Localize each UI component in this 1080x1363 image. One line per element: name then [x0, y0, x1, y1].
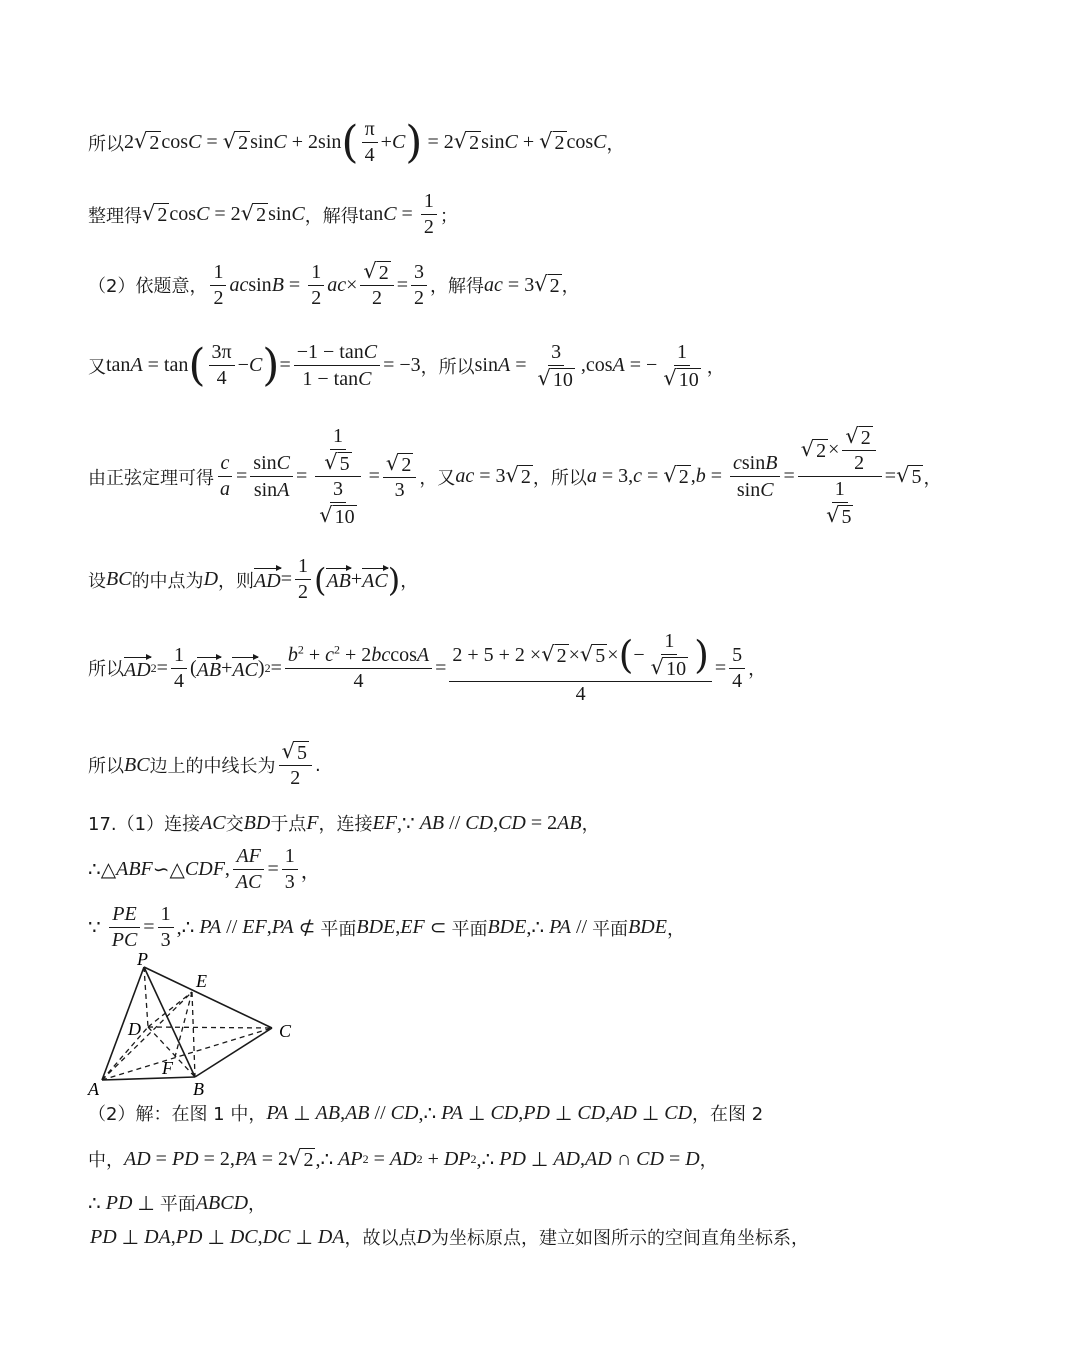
- text: ，: [400, 570, 419, 592]
- text: ，所以: [532, 467, 587, 489]
- equation-line-15: PD ⊥ DA , PD ⊥ DC , DC ⊥ DA ，故以点 D 为坐标原点，建立如图所示的空间直角坐标系，: [90, 1225, 809, 1249]
- equation-line-4: 又 tan A = tan ( $\frac{3\pi}{4}$ − C ) = $\frac{-1 - \tan C}{1 - \tan C}$ = −3 ，所以 sin A = 3 √ 10 ,cos A = − 1 √ 10 ，: [88, 339, 725, 391]
- text: 所以: [88, 756, 124, 777]
- text: 设: [88, 570, 106, 592]
- text: 于点: [270, 814, 307, 835]
- text: ，: [606, 133, 625, 155]
- equation-line-10: ∴△ ABF ∽△ CDF , $\frac{AF}{AC}$ = $\frac{1}{3}$ ，: [88, 845, 321, 893]
- equation-line-13: 中， AD = PD = 2, PA = 2 √ 2 ,∴ AP 2 = AD 2 + DP 2 ,∴ PD ⊥ AD , AD ∩ CD = D ，: [88, 1145, 718, 1171]
- text: ，: [748, 659, 767, 680]
- text: 由正弦定理可得: [88, 467, 214, 489]
- text: 平面: [159, 1194, 196, 1215]
- text: ，: [666, 918, 685, 940]
- text: ，: [706, 356, 725, 378]
- text: ；: [439, 205, 458, 227]
- text: ，解得: [304, 205, 359, 227]
- label-F: F: [162, 1058, 173, 1078]
- pyramid-figure: [80, 945, 310, 1100]
- text: ，解得: [430, 276, 485, 297]
- text: 所以: [88, 659, 124, 680]
- text: ，: [561, 276, 580, 297]
- text: 又: [88, 356, 106, 378]
- text: ，所以: [420, 356, 475, 378]
- text: ，在图 2: [692, 1104, 764, 1125]
- text: ，则: [218, 570, 255, 592]
- equation-line-8: 所以 BC 边上的中线长为 √ 5 2 .: [88, 739, 321, 789]
- equation-line-2: 整理得 √ 2 cos C = 2 √ 2 sin C ，解得 tan C = $\frac{1}{2}$ ；: [88, 190, 458, 238]
- text: ，: [699, 1150, 718, 1171]
- text: ，: [581, 814, 600, 835]
- equation-line-14: ∴ PD ⊥ 平面 ABCD ，: [88, 1191, 267, 1215]
- label-C: C: [279, 1021, 292, 1041]
- text: 17.（1）连接: [88, 814, 201, 835]
- text: ，连接: [318, 814, 373, 835]
- label-A: A: [88, 1079, 99, 1099]
- label-E: E: [196, 971, 207, 991]
- text: .: [314, 754, 321, 776]
- equation-line-7: 所以 AD 2 = $\frac{1}{4}$ ( AB + AC ) 2 = $\frac{b^2 + c^2 + 2bccosA}{4}$ = 2 + 5 + 2 × √ 2 × √ 5 × ( − 1 √ 10 ) 4 = $\frac{5}{4}$ ，: [88, 630, 767, 705]
- text: ，: [248, 1194, 267, 1215]
- equation-line-12: （2）解：在图 1 中， PA ⊥ AB , AB // CD ,∴ PA ⊥ CD , PD ⊥ CD , AD ⊥ CD ，在图 2: [88, 1101, 764, 1125]
- text: 整理得: [88, 205, 142, 227]
- text: （2）解：在图 1 中，: [88, 1104, 267, 1125]
- equation-line-1: 所以 2 √ 2 cos C = √ 2 sin C + 2sin ( $\frac{\pi}{4}$ + C ) = 2 √ 2 sin C + √ 2 cos C ，: [88, 116, 625, 168]
- text: 的中点为: [131, 570, 204, 592]
- equation-line-11: ∵ $\frac{PE}{PC}$ = $\frac{1}{3}$ ,∴ PA // EF , PA ⊄ 平面 BDE , EF ⊂ 平面 BDE ,∴ PA // 平面 BDE ，: [88, 903, 685, 951]
- label-D: D: [128, 1019, 141, 1039]
- text: 交: [225, 814, 244, 835]
- text: ，故以点: [344, 1228, 417, 1249]
- text: 中，: [88, 1150, 124, 1171]
- text: 平面: [320, 918, 357, 940]
- label-P: P: [137, 949, 148, 969]
- text: 平面: [592, 918, 629, 940]
- label-B: B: [193, 1079, 204, 1099]
- equation-line-9: 17.（1）连接 AC 交 BD 于点 F ，连接 EF ,∵ AB // CD , CD = 2 AB ，: [88, 811, 600, 835]
- text: 边上的中线长为: [149, 756, 276, 777]
- text: （2）依题意，: [88, 276, 208, 297]
- text: ，又: [419, 467, 456, 489]
- equation-line-6: 设 BC 的中点为 D ，则 AD = $\frac{1}{2}$ ( AB + AC ) ，: [88, 555, 419, 603]
- equation-line-5: 由正弦定理可得 $\frac{c}{a}$ = $\frac{\sin C}{\sin A}$ = 1 √ 5 3 √ 10 = √ 2 3 ，又 ac = 3 √ 2 ，所以 a = 3, c = √ 2 , b = $\frac{csinB}{\sin C}$ = √ 2 × √ 2 2 1 √ 5 = √ 5 ，: [88, 424, 942, 528]
- text: 所以: [88, 133, 124, 155]
- text: ，: [923, 467, 942, 489]
- text: 为坐标原点，建立如图所示的空间直角坐标系，: [431, 1228, 809, 1249]
- equation-line-3: （2）依题意， $\frac{1}{2}$ ac sin B = $\frac{1}{2}$ ac × √ 2 2 = $\frac{3}{2}$ ，解得 ac = 3 √ 2 ，: [88, 259, 580, 309]
- text: 平面: [451, 918, 488, 940]
